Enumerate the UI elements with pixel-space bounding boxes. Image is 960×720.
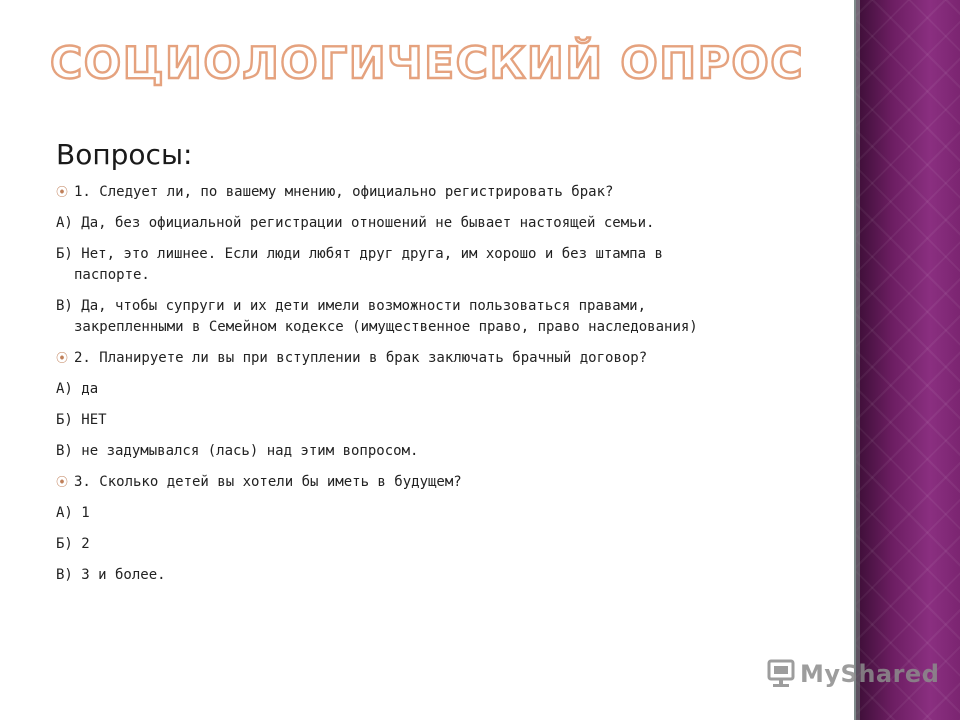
question-1-text: 1. Следует ли, по вашему мнению, официально регистрировать брак? [74,184,614,200]
bullet-icon: ⦿ [56,351,69,365]
question-3 [56,472,836,493]
question-2 [56,348,836,369]
watermark-text: MyShared [800,660,940,688]
side-decorative-panel [854,0,960,720]
bullet-icon: ⦿ [56,475,69,489]
question-3-option-b: Б) 2 [56,536,90,552]
slide-content [56,138,836,596]
side-panel-edge [856,0,860,720]
question-1 [56,182,836,203]
question-3-option-a: А) 1 [56,505,90,521]
slide-title: СОЦИОЛОГИЧЕСКИЙ ОПРОС [50,38,805,89]
question-2-option-a: А) да [56,381,99,397]
question-3-option-v: В) 3 и более. [56,567,166,583]
question-1-option-a: А) Да, без официальной регистрации отношений не бывает настоящей семьи. [56,215,655,231]
question-2-option-v: В) не задумывался (лась) над этим вопросом. [56,443,419,459]
question-3-text: 3. Сколько детей вы хотели бы иметь в будущем? [74,474,462,490]
question-2-option-b: Б) НЕТ [56,412,107,428]
myshared-logo-icon [766,657,796,691]
question-2-text: 2. Планируете ли вы при вступлении в брак заключать брачный договор? [74,350,648,366]
question-1-option-b: Б) Нет, это лишнее. Если люди любят друг друга, им хорошо и без штампа в паспорте. [56,246,663,283]
myshared-watermark [766,654,939,694]
questions-heading: Вопросы: [56,138,193,171]
bullet-icon: ⦿ [56,185,69,199]
question-1-option-v: В) Да, чтобы супруги и их дети имели возможности пользоваться правами, закрепленными в Семейном кодексе (имущественное право, право наследования) [56,298,698,335]
